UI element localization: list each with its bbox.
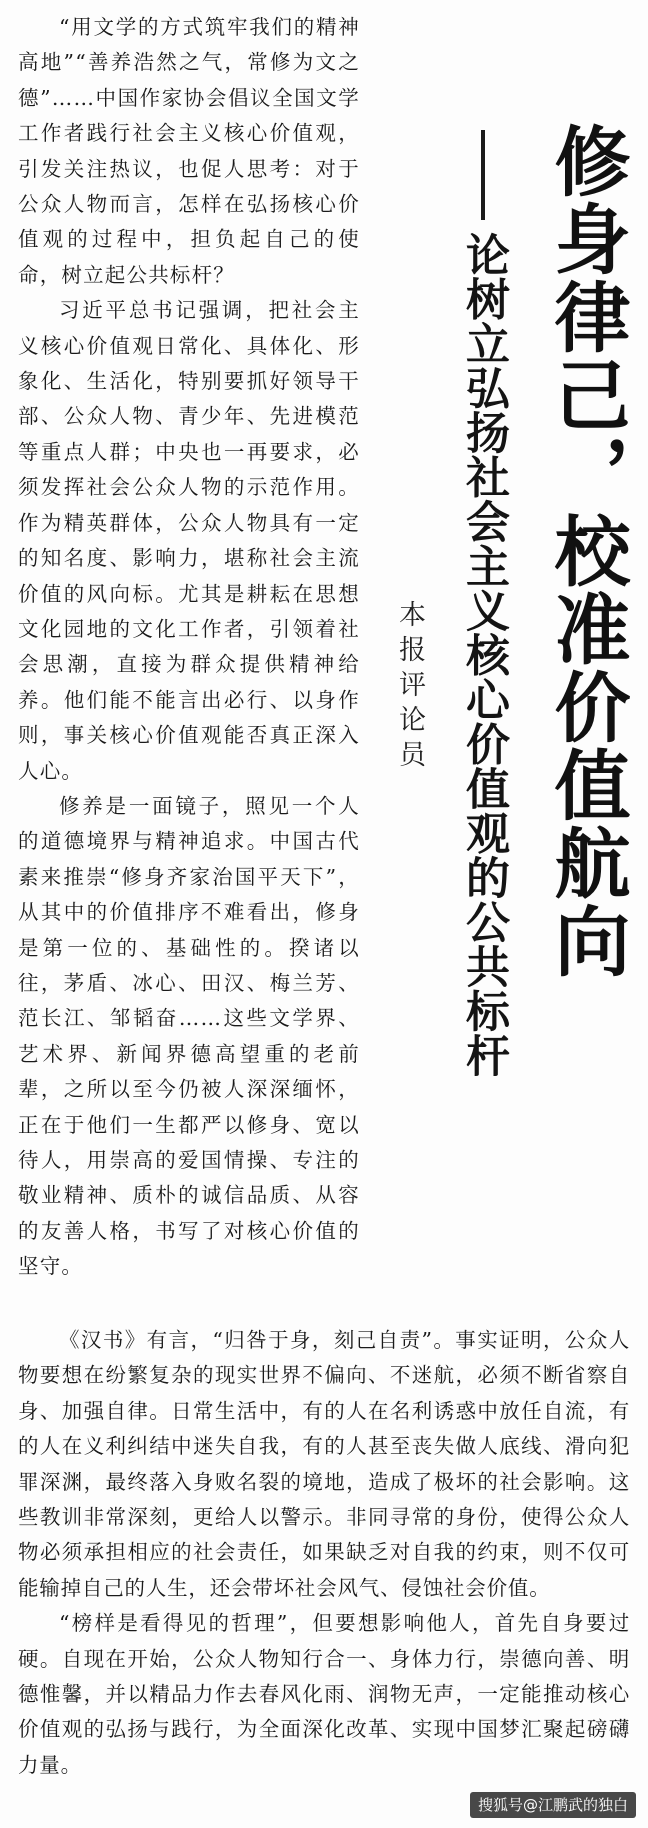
article-body-left-column <box>18 10 360 1335</box>
subheadline-dash <box>481 130 485 220</box>
paragraph-5: “榜样是看得见的哲理”，但要想影响他人，首先自身要过硬。自现在开始，公众人物知行合一、身体力行，崇德向善、明德惟馨，并以精品力作去春风化雨、润物无声，一定能推动核心价值观的弘扬与践行，为全面深化改革、实现中国梦汇聚起磅礴力量。 <box>18 1611 630 1777</box>
paragraph-3: 修养是一面镜子，照见一个人的道德境界与精神追求。中国古代素来推崇“修身齐家治国平天下”，从其中的价值排序不难看出，修身是第一位的、基础性的。揆诸以往，茅盾、冰心、田汉、梅兰芳、范长江、邹韬奋……这些文学界、艺术界、新闻界德高望重的老前辈，之所以至今仍被人深深缅怀，正在于他们一生都严以修身、宽以待人，用崇高的爱国情操、专注的敬业精神、质朴的诚信品质、从容的友善人格，书写了对核心价值的坚守。 <box>18 793 360 1279</box>
subheadline: 论树立弘扬社会主义核心价值观的公共标杆 <box>458 232 509 1078</box>
byline: 本报评论员 <box>394 600 425 775</box>
article-body-full-width <box>18 1323 630 1803</box>
paragraph-1: “用文学的方式筑牢我们的精神高地”“善养浩然之气，常修为文之德”……中国作家协会倡议全国文学工作者践行社会主义核心价值观，引发关注热议，也促人思考：对于公众人物而言，怎样在弘扬核心价值观的过程中，担负起自己的使命，树立起公共标杆？ <box>18 15 360 287</box>
paragraph-2: 习近平总书记强调，把社会主义核心价值观日常化、具体化、形象化、生活化，特别要抓好领导干部、公众人物、青少年、先进模范等重点人群；中央也一再要求，必须发挥社会公众人物的示范作用。作为精英群体，公众人物具有一定的知名度、影响力，堪称社会主流价值的风向标。尤其是耕耘在思想文化园地的文化工作者，引领着社会思潮，直接为群众提供精神给养。他们能不能言出必行、以身作则，事关核心价值观能否真正深入人心。 <box>18 298 360 783</box>
paragraph-4: 《汉书》有言，“归咎于身，刻己自责”。事实证明，公众人物要想在纷繁复杂的现实世界不偏向、不迷航，必须不断省察自身、加强自律。日常生活中，有的人在名利诱惑中放任自流，有的人在义利纠结中迷失自我，有的人甚至丧失做人底线、滑向犯罪深渊，最终落入身败名裂的境地，造成了极坏的社会影响。这些教训非常深刻，更给人以警示。非同寻常的身份，使得公众人物必须承担相应的社会责任，如果缺乏对自我的约束，则不仅可能输掉自己的人生，还会带坏社会风气、侵蚀社会价值。 <box>18 1328 630 1600</box>
headline: 修身律己，校准价值航向 <box>542 122 631 980</box>
watermark: 搜狐号@江鹏武的独白 <box>470 1792 636 1818</box>
